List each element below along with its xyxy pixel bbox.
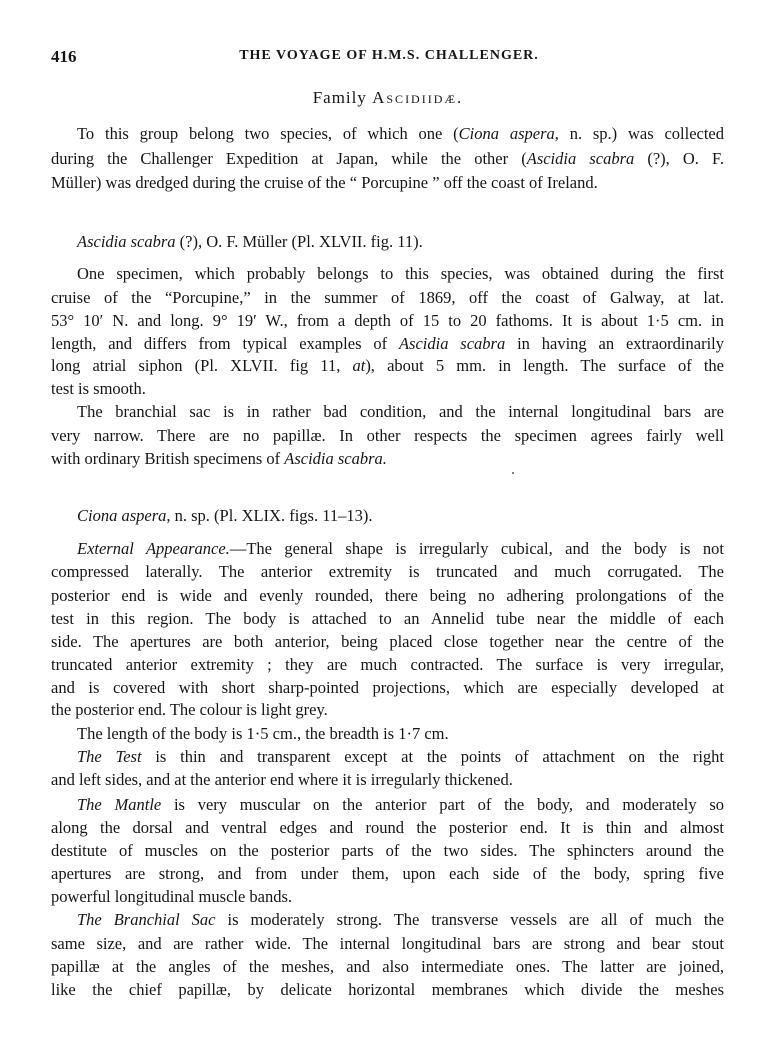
branchial-line-2: same size, and are rather wide. The internal longitudinal bars are strong and bear stout — [51, 934, 724, 953]
text-span: , n. sp. (Pl. XLIX. figs. 11–13). — [166, 506, 373, 525]
mantle-line-3: destitute of muscles on the posterior parts of the two sides. The sphincters around the — [51, 841, 724, 860]
text-span: is moderately strong. The transverse vessels are all of much the — [215, 910, 724, 929]
text-span: —The general shape is irregularly cubical, and the body is not — [229, 539, 724, 558]
external-line-2: compressed laterally. The anterior extremity is truncated and much corrugated. The — [51, 562, 724, 581]
branchial-line-1 — [77, 909, 724, 931]
branchial-line-4: like the chief papillæ, by delicate horizontal membranes which divide the meshes — [51, 980, 724, 999]
ascidia-p1-line-6: test is smooth. — [51, 379, 146, 398]
text-span: To this group belong two species, of which one ( — [77, 124, 459, 143]
test-line-2: and left sides, and at the anterior end where it is irregularly thickened. — [51, 770, 513, 789]
text-span: (?), O. F. Müller (Pl. XLVII. fig. 11). — [175, 232, 423, 251]
ascidia-p1-line-4 — [51, 333, 724, 355]
section-label: The Mantle — [77, 795, 162, 814]
section-label: External Appearance. — [77, 539, 230, 558]
mantle-line-4: apertures are strong, and from under them, upon each side of the body, spring five — [51, 864, 724, 883]
species-heading-ascidia — [77, 231, 423, 253]
ascidia-p1-line-3: 53° 10′ N. and long. 9° 19′ W., from a depth of 15 to 20 fathoms. It is about 1·5 cm. in — [51, 311, 724, 330]
text-span: with ordinary British specimens of — [51, 449, 285, 468]
ascidia-p1-line-5 — [51, 355, 724, 377]
mantle-line-5: powerful longitudinal muscle bands. — [51, 887, 293, 906]
text-span: length, and differs from typical examples of — [51, 334, 399, 353]
figure-label: at — [352, 356, 366, 375]
test-line-1 — [77, 746, 724, 768]
text-span: is very muscular on the anterior part of the body, and moderately so — [161, 795, 724, 814]
mantle-line-2: along the dorsal and ventral edges and round the posterior end. It is thin and almost — [51, 818, 724, 837]
species-heading-ciona — [77, 505, 372, 527]
text-span: , n. sp.) was collected — [554, 124, 725, 143]
ascidia-p1-line-1: One specimen, which probably belongs to this species, was obtained during the first — [77, 264, 724, 283]
external-line-6: truncated anterior extremity ; they are much contracted. The surface is very irregular, — [51, 655, 724, 674]
text-span: is thin and transparent except at the points of attachment on the right — [141, 747, 724, 766]
species-name: Ascidia scabra — [398, 334, 506, 353]
external-line-1 — [77, 538, 724, 560]
text-span: during the Challenger Expedition at Japan, while the other ( — [51, 149, 527, 168]
ascidia-p2-line-2: very narrow. There are no papillæ. In other respects the specimen agrees fairly well — [51, 426, 724, 445]
branchial-line-3: papillæ at the angles of the meshes, and also intermediate ones. The latter are joined, — [51, 957, 724, 976]
ascidia-p1-line-2: cruise of the “Porcupine,” in the summer of 1869, off the coast of Galway, at lat. — [51, 288, 724, 307]
page-header — [51, 47, 727, 71]
stray-print-mark — [512, 472, 514, 474]
page-number: 416 — [51, 47, 77, 66]
text-span: in having an extraordinarily — [505, 334, 724, 353]
section-label: The Test — [77, 747, 142, 766]
species-name: Ascidia scabra — [526, 149, 635, 168]
species-name: Ciona aspera — [77, 506, 167, 525]
family-name: Ascidiidæ. — [372, 88, 464, 107]
external-line-3: posterior end is wide and evenly rounded, there being no adhering prolongations of the — [51, 586, 724, 605]
running-head: THE VOYAGE OF H.M.S. CHALLENGER. — [239, 48, 539, 63]
species-name: Ascidia scabra. — [284, 449, 387, 468]
family-prefix: Family — [312, 88, 373, 107]
ascidia-p2-line-3 — [51, 448, 724, 470]
ascidia-p2-line-1: The branchial sac is in rather bad condition, and the internal longitudinal bars are — [77, 402, 724, 421]
mantle-line-1 — [77, 794, 724, 816]
external-line-7: and is covered with short sharp-pointed projections, which are especially developed at — [51, 678, 724, 697]
species-name: Ascidia scabra — [77, 232, 176, 251]
intro-line-2 — [51, 148, 724, 170]
external-line-8: the posterior end. The colour is light grey. — [51, 700, 328, 719]
external-line-4: test in this region. The body is attached to an Annelid tube near the middle of each — [51, 609, 724, 628]
intro-line-3: Müller) was dredged during the cruise of the “ Porcupine ” off the coast of Ireland. — [51, 173, 598, 192]
section-label: The Branchial Sac — [77, 910, 216, 929]
text-span: ), about 5 mm. in length. The surface of the — [365, 356, 724, 375]
species-name: Ciona aspera — [458, 124, 555, 143]
intro-line-1 — [77, 123, 724, 145]
text-span: (?), O. F. — [634, 149, 725, 168]
family-heading — [0, 88, 776, 108]
text-span: long atrial siphon (Pl. XLVII. fig 11, — [51, 356, 353, 375]
external-line-5: side. The apertures are both anterior, being placed close together near the centre of the — [51, 632, 724, 651]
body-length-line: The length of the body is 1·5 cm., the breadth is 1·7 cm. — [77, 724, 449, 743]
